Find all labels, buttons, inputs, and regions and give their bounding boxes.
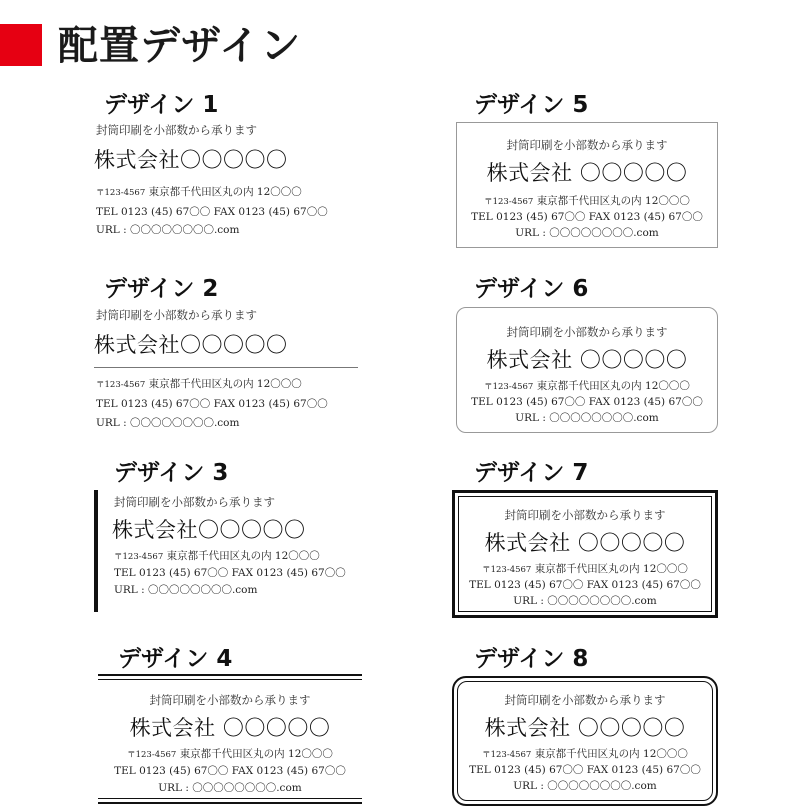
- company-name: 株式会社〇〇〇〇〇: [112, 518, 306, 542]
- company-name: 株式会社 〇〇〇〇〇: [129, 716, 331, 740]
- address: 東京都千代田区丸の内 12〇〇〇: [534, 563, 688, 575]
- company-name: 株式会社 〇〇〇〇〇: [486, 348, 688, 372]
- address-line: [457, 378, 717, 393]
- zip-code: 〒123-4567: [482, 750, 532, 760]
- company-name: 株式会社 〇〇〇〇〇: [484, 531, 686, 555]
- tagline: 封筒印刷を小部数から承ります: [114, 495, 275, 509]
- design-8-inner-border: [457, 681, 713, 801]
- design-6-card: [456, 307, 718, 433]
- design-1-card: [94, 118, 364, 240]
- address: 東京都千代田区丸の内 12〇〇〇: [534, 748, 688, 760]
- tel-fax: TEL 0123 (45) 67〇〇 FAX 0123 (45) 67〇〇: [114, 567, 346, 579]
- address-line: [96, 184, 302, 199]
- url: URL : 〇〇〇〇〇〇〇〇.com: [513, 780, 657, 792]
- zip-code: 〒123-4567: [114, 552, 164, 562]
- zip-code: 〒123-4567: [484, 197, 534, 207]
- url: URL : 〇〇〇〇〇〇〇〇.com: [515, 227, 659, 239]
- tagline: 封筒印刷を小部数から承ります: [506, 325, 668, 339]
- url: URL : 〇〇〇〇〇〇〇〇.com: [515, 412, 659, 424]
- tel-fax: TEL 0123 (45) 67〇〇 FAX 0123 (45) 67〇〇: [469, 579, 701, 591]
- tagline: 封筒印刷を小部数から承ります: [506, 138, 668, 152]
- tagline: 封筒印刷を小部数から承ります: [504, 508, 666, 522]
- design-7-card: [452, 490, 718, 618]
- address: 東京都千代田区丸の内 12〇〇〇: [148, 186, 302, 198]
- design-5-card: [456, 122, 718, 248]
- bottom-rule-thin: [98, 798, 362, 799]
- zip-code: 〒123-4567: [482, 565, 532, 575]
- address: 東京都千代田区丸の内 12〇〇〇: [536, 380, 690, 392]
- address-line: [457, 193, 717, 208]
- divider-line: [94, 367, 358, 368]
- tel-fax: TEL 0123 (45) 67〇〇 FAX 0123 (45) 67〇〇: [469, 764, 701, 776]
- page-title: 配置デザイン: [58, 23, 302, 69]
- design-4-title: デザイン 4: [118, 646, 233, 672]
- design-2-title: デザイン 2: [104, 276, 219, 302]
- top-rule-thick: [98, 674, 362, 676]
- address: 東京都千代田区丸の内 12〇〇〇: [179, 748, 333, 760]
- design-7-title: デザイン 7: [474, 460, 589, 486]
- address: 東京都千代田区丸の内 12〇〇〇: [166, 550, 320, 562]
- company-name: 株式会社〇〇〇〇〇: [94, 333, 288, 357]
- address-line: [98, 746, 362, 761]
- zip-code: 〒123-4567: [96, 188, 146, 198]
- tagline: 封筒印刷を小部数から承ります: [96, 123, 257, 137]
- design-1-title: デザイン 1: [104, 92, 219, 118]
- address-line: [458, 746, 712, 761]
- design-6-title: デザイン 6: [474, 276, 589, 302]
- red-square-icon: [0, 24, 42, 66]
- tel-fax: TEL 0123 (45) 67〇〇 FAX 0123 (45) 67〇〇: [471, 396, 703, 408]
- address: 東京都千代田区丸の内 12〇〇〇: [148, 378, 302, 390]
- design-5-title: デザイン 5: [474, 92, 589, 118]
- design-2-card: [94, 303, 364, 433]
- tel-fax: TEL 0123 (45) 67〇〇 FAX 0123 (45) 67〇〇: [471, 211, 703, 223]
- url: URL : 〇〇〇〇〇〇〇〇.com: [96, 224, 240, 236]
- top-rule-thin: [98, 679, 362, 680]
- vertical-bar: [94, 490, 98, 612]
- zip-code: 〒123-4567: [96, 380, 146, 390]
- address-line: [114, 548, 320, 563]
- company-name: 株式会社〇〇〇〇〇: [94, 148, 288, 172]
- url: URL : 〇〇〇〇〇〇〇〇.com: [96, 417, 240, 429]
- zip-code: 〒123-4567: [127, 750, 177, 760]
- url: URL : 〇〇〇〇〇〇〇〇.com: [114, 584, 258, 596]
- design-8-title: デザイン 8: [474, 646, 589, 672]
- tagline: 封筒印刷を小部数から承ります: [504, 693, 666, 707]
- address: 東京都千代田区丸の内 12〇〇〇: [536, 195, 690, 207]
- design-4-card: [98, 674, 362, 806]
- tagline: 封筒印刷を小部数から承ります: [96, 308, 257, 322]
- design-3-card: [94, 490, 364, 612]
- design-7-inner-border: [458, 496, 712, 612]
- design-8-card: [452, 676, 718, 806]
- url: URL : 〇〇〇〇〇〇〇〇.com: [158, 782, 302, 794]
- company-name: 株式会社 〇〇〇〇〇: [484, 716, 686, 740]
- zip-code: 〒123-4567: [484, 382, 534, 392]
- address-line: [96, 376, 302, 391]
- tagline: 封筒印刷を小部数から承ります: [149, 693, 311, 707]
- url: URL : 〇〇〇〇〇〇〇〇.com: [513, 595, 657, 607]
- company-name: 株式会社 〇〇〇〇〇: [486, 161, 688, 185]
- tel-fax: TEL 0123 (45) 67〇〇 FAX 0123 (45) 67〇〇: [114, 765, 346, 777]
- address-line: [459, 561, 711, 576]
- bottom-rule-thick: [98, 802, 362, 804]
- tel-fax: TEL 0123 (45) 67〇〇 FAX 0123 (45) 67〇〇: [96, 398, 328, 410]
- tel-fax: TEL 0123 (45) 67〇〇 FAX 0123 (45) 67〇〇: [96, 206, 328, 218]
- design-3-title: デザイン 3: [114, 460, 229, 486]
